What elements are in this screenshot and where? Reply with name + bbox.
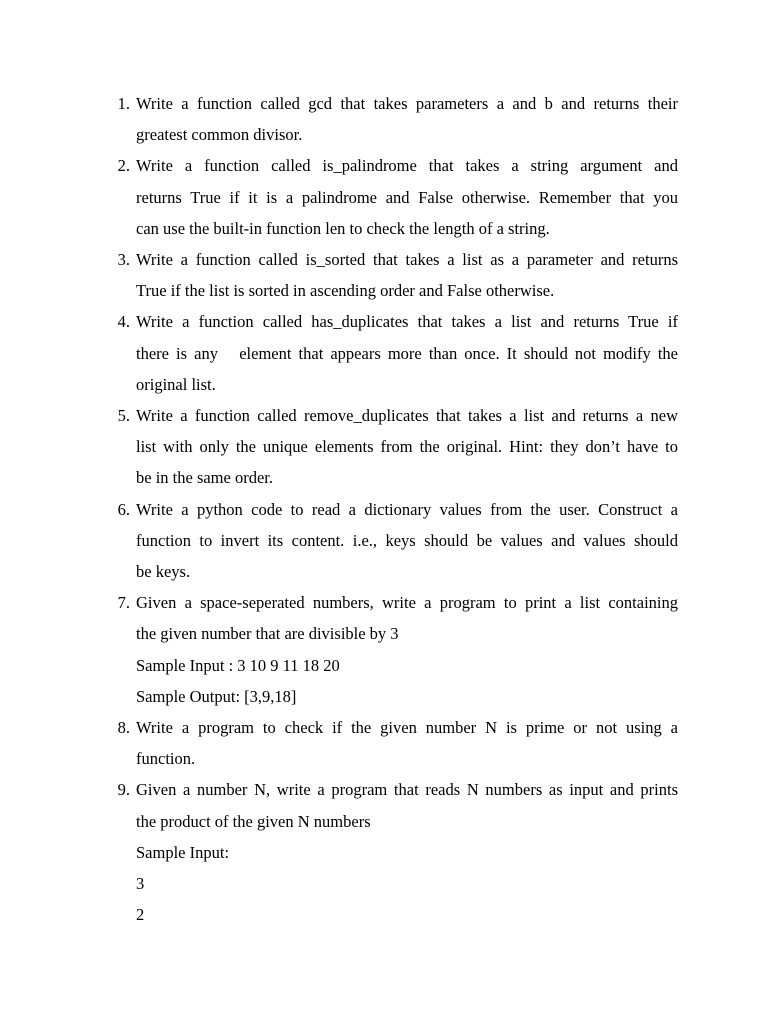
exercise-list: [106, 88, 678, 930]
sample-input-value: 2: [136, 905, 145, 925]
question-text-line: returns True if it is a palindrome and False otherwise. Remember that you: [136, 187, 678, 207]
question-number: 3.: [117, 250, 130, 270]
question-5: [106, 400, 678, 494]
question-2: [106, 150, 678, 244]
question-4: [106, 306, 678, 400]
question-7: [106, 587, 678, 712]
question-text-line: Write a function called has_duplicates that takes a list and returns True if: [136, 312, 678, 332]
question-text-line: True if the list is sorted in ascending order and False otherwise.: [136, 281, 555, 301]
question-text-line: be keys.: [136, 562, 191, 582]
sample-input-value: 3: [136, 874, 145, 894]
question-text-line: list with only the unique elements from the original. Hint: they don’t have to: [136, 437, 678, 457]
question-9: [106, 774, 678, 930]
question-text-line: be in the same order.: [136, 468, 273, 488]
question-text-line: greatest common divisor.: [136, 125, 303, 145]
question-text-line: Write a function called remove_duplicates that takes a list and returns a new: [136, 406, 678, 426]
question-text-line: Write a function called is_palindrome that takes a string argument and: [136, 156, 678, 176]
question-text-line: the product of the given N numbers: [136, 811, 371, 831]
question-text-line: Write a function called is_sorted that takes a list as a parameter and returns: [136, 250, 678, 270]
question-8: [106, 712, 678, 774]
question-number: 8.: [117, 718, 130, 738]
question-text-line: the given number that are divisible by 3: [136, 624, 399, 644]
question-text-line: original list.: [136, 374, 216, 394]
question-text-line: Write a python code to read a dictionary values from the user. Construct a: [136, 499, 678, 519]
question-text-line: function to invert its content. i.e., keys should be values and values should: [136, 530, 678, 550]
sample-input-line: Sample Input : 3 10 9 11 18 20: [136, 655, 340, 675]
question-number: 9.: [117, 780, 130, 800]
question-1: [106, 88, 678, 150]
question-6: [106, 494, 678, 588]
question-number: 1.: [117, 94, 130, 113]
question-3: [106, 244, 678, 306]
question-number: 4.: [117, 312, 130, 332]
question-text-line: Write a function called gcd that takes parameters a and b and returns their: [136, 94, 678, 113]
question-text-line: there is any element that appears more than once. It should not modify the: [136, 343, 678, 363]
question-text-line: Write a program to check if the given number N is prime or not using a: [136, 718, 678, 738]
question-number: 5.: [117, 406, 130, 426]
question-number: 7.: [117, 593, 130, 613]
question-number: 6.: [117, 499, 130, 519]
question-text-line: Given a number N, write a program that reads N numbers as input and prints: [136, 780, 678, 800]
sample-output-line: Sample Output: [3,9,18]: [136, 686, 297, 706]
question-number: 2.: [117, 156, 130, 176]
question-text-line: function.: [136, 749, 196, 769]
question-text-line: can use the built-in function len to check the length of a string.: [136, 218, 550, 238]
sample-input-label: Sample Input:: [136, 842, 230, 862]
question-text-line: Given a space-seperated numbers, write a program to print a list containing: [136, 593, 678, 613]
